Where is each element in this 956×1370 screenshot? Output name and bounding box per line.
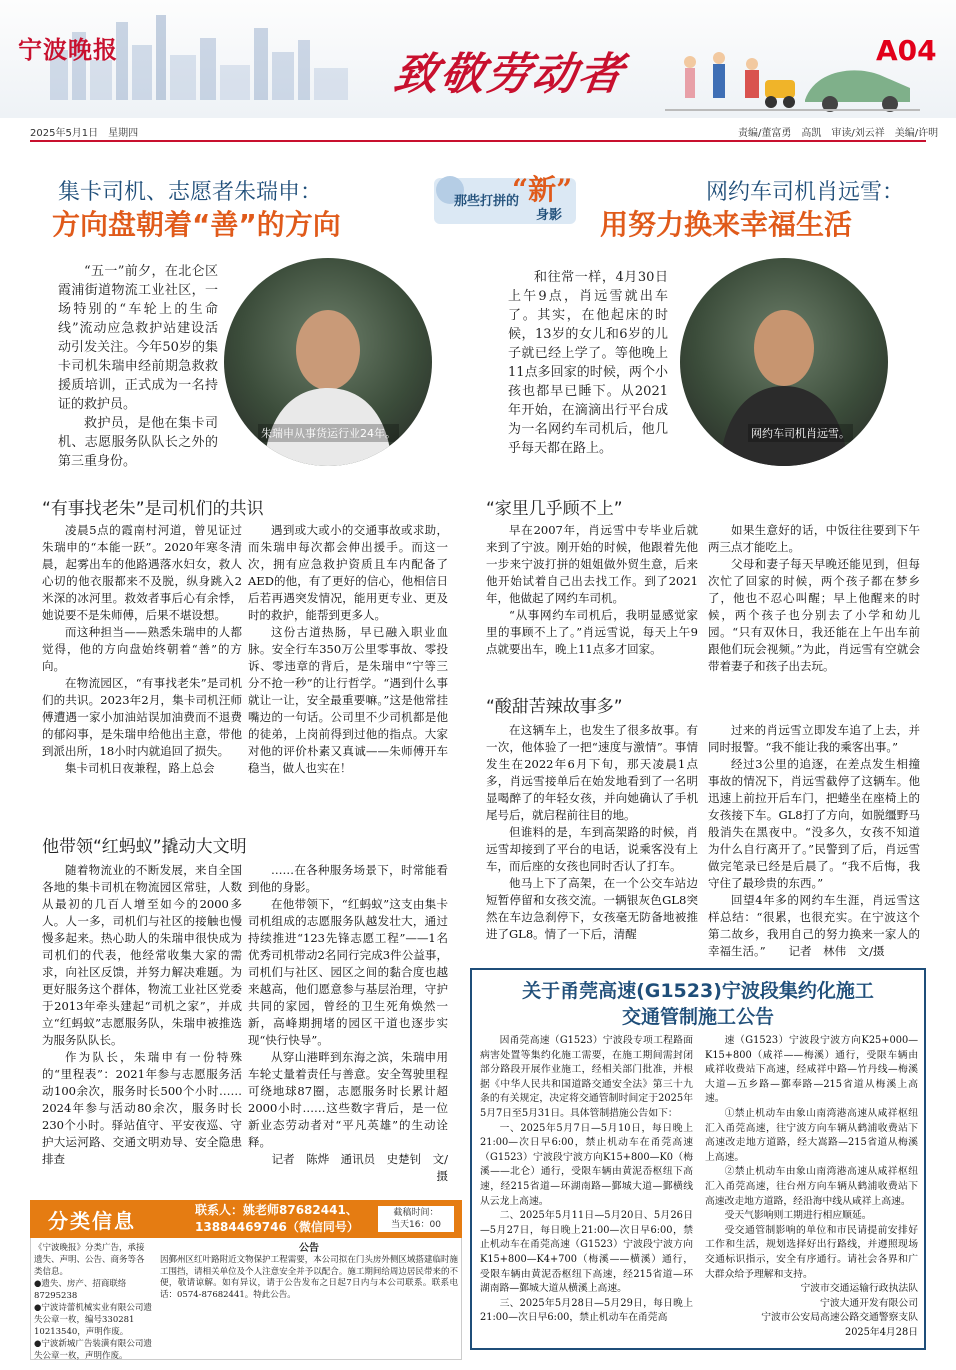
paragraph: 这份古道热肠，早已融入职业血脉。安全行车350万公里零事故、零投诉、零违章的背后，是朱瑞申“宁等三分不抢一秒”的让行哲学。“遇到什么事就让一让，安全最重要嘛。”这是他常挂嘴边的一句话。公司里不少司机都是他的徒弟，上岗前得到过他的指点。大家对他的评价朴素又真诚——朱师傅开车稳当，做人也实在！ — [248, 625, 448, 775]
classified-deadline — [378, 1206, 454, 1232]
notice-title — [482, 978, 914, 1030]
section-title: 致敬劳动者 — [390, 49, 628, 100]
paragraph: “从事网约车司机后，我明显感觉家里的事顾不上了。”肖远雪说，每天上午9点就要出车，晚上11点多才回家。 — [486, 608, 698, 656]
right-section1-col2 — [708, 522, 920, 675]
classified-title: 分类信息 — [48, 1209, 136, 1233]
classified-contact — [195, 1202, 359, 1236]
badge-line2: 身影 — [536, 208, 563, 223]
paragraph: 从穿山港畔到东海之滨，朱瑞申用车轮丈量着责任与善意。安全驾驶里程可绕地球87圈，志愿服务时长累计超2000小时……这些数字背后，是一位新业态劳动者对“平凡英雄”的生动诠释。 — [248, 1050, 448, 1149]
left-intro-p1: “五一”前夕，在北仑区霞浦街道物流工业社区，一场特别的“车轮上的生命线”流动应急救护站建设活动引发关注。今年50岁的集卡司机朱瑞申经前期急救救援质培训，正式成为一名持证的救护员。 — [58, 264, 218, 412]
paragraph: 在他带领下，“红蚂蚁”这支由集卡司机组成的志愿服务队越发壮大，通过持续推进“123先锋志愿工程”——1名优秀司机带动2名同行完成3件公益事，司机们与社区、园区之间的黏合度也越来越高，他们愿意参与基层治理，守护共同的家园，曾经的卫生死角焕然一新，高峰期拥堵的园区干道也逐步实现“快行快导”。 — [248, 897, 448, 1047]
right-section2-col1 — [486, 722, 698, 943]
classified-item: 10213540，声明作废。 — [34, 1327, 129, 1337]
paragraph: 因甬莞高速（G1523）宁波段专项工程路面病害处置等集约化施工需要，在施工期间需封闭部分路段开展作业施工，经相关部门批准，并根据《中华人民共和国道路交通安全法》第三十九条的有关规定，决定将交通管制时间定于2025年5月7日至5月31日。具体管制措施公告如下： — [480, 1035, 693, 1119]
paragraph: 二、2025年5月11日—5月20日、5月26日—5月27日，每日晚上21:00—次日早6:00，禁止机动车在甬莞高速（G1523）宁波段宁波方向K15+800—K4+700（梅溪——横溪）通行，受限车辆由黄泥岙枢纽下高速，经215省道—环湖南路—鄞城大道从横溪上高速。 — [480, 1210, 693, 1295]
paragraph: 速（G1523）宁波段宁波方向K25+000—K15+800（咸祥——梅溪）通行，受限车辆由咸祥收费站下高速，经咸祥中路—竹丹线—梅溪大道—五乡路—鄞奉路—215省道从梅溪上高速。 — [705, 1035, 918, 1105]
notice-col2 — [705, 1034, 918, 1340]
right-subhead: 网约车司机肖远雪： — [706, 180, 905, 205]
paragraph: 而这种担当——熟悉朱瑞申的人都觉得，他的方向盘始终朝着“善”的方向。 — [42, 625, 242, 673]
notice-signer: 宁波市公安局高速公路交通警察支队 — [761, 1312, 918, 1324]
left-section2-col1 — [42, 862, 242, 1168]
newspaper-logo: 宁波晚报 — [18, 35, 118, 64]
classified-right-column — [160, 1242, 458, 1301]
notice-col1 — [480, 1034, 693, 1326]
paragraph: 但谁料的是，车到高架路的时候，肖远雪却接到了平台的电话，说乘客没有上车，而后座的女孩也同时否认了打车。 — [486, 825, 698, 873]
paragraph: 回望4年多的网约车生涯，肖远雪这样总结：“很累，也很充实。在宁波这个第二故乡，我用自己的努力换来一家人的幸福生活。” 记者 林伟 文/摄 — [708, 893, 920, 958]
paragraph: 一、2025年5月7日—5月10日，每日晚上21:00—次日早6:00，禁止机动车在甬莞高速（G1523）宁波段宁波方向K15+800—K0（梅溪——北仑）通行，受限车辆由黄泥岙枢纽下高速，经215省道—环湖南路—鄞城大道—鄞横线从云龙上高速。 — [480, 1122, 693, 1207]
right-intro — [508, 268, 668, 458]
right-section2-title: “酸甜苦辣故事多” — [486, 697, 623, 717]
zhu-ruishen-photo — [224, 258, 432, 466]
paragraph: 他马上下了高架，在一个公交车站边短暂停留和女孩交流。一辆银灰色GL8突然在车边急刹停下，女孩毫无防备地被推进了GL8。情了一下后，清醒 — [486, 876, 698, 941]
classified-notice-body: 因鄞州区红叶路附近文物保护工程需要，本公司拟在门头房外侧区域搭建临时施工围挡，请相关单位及个人注意安全并予以配合。施工期间给周边居民带来的不便，敬请谅解。如有异议，请于公告发布之日起7日内与本公司联系。联系电话：0574-87682441。特此公告。 — [160, 1255, 458, 1300]
badge-line1: 那些打拼的 — [454, 194, 520, 209]
paragraph: 早在2007年，肖远雪中专毕业后就来到了宁波。刚开始的时候，他跟着先他一步来宁波打拼的姐姐做外贸生意，后来他开始试着自己出去找工作。到了2021年，他做起了网约车司机。 — [486, 523, 698, 605]
paragraph: 遇到或大或小的交通事故或求助，而朱瑞申每次都会伸出援手。而这一次，拥有应急救护资质且车内配备了AED的他，有了更好的信心，他相信日后若再遇突发情况，能用更专业、更及时的救护，能帮到更多人。 — [248, 523, 448, 622]
notice-title-line2: 交通管制施工公告 — [621, 1006, 774, 1028]
notice-signer: 宁波市交通运输行政执法队 — [800, 1283, 918, 1295]
issue-date: 2025年5月1日 星期四 — [30, 128, 139, 139]
left-section1-col2 — [248, 522, 448, 777]
left-photo-caption: 朱瑞申从事货运行业24年。 — [258, 424, 399, 442]
classified-item: 《宁波晚报》分类广告，承接遗失、声明、公告、商务等各类信息。 — [34, 1243, 145, 1277]
left-section2-title: 他带领“红蚂蚁”撬动大文明 — [42, 837, 247, 857]
badge-big: “新” — [512, 173, 573, 206]
paragraph: 受天气影响则工期进行相应顺延。 — [724, 1210, 872, 1222]
left-section1-title: “有事找老朱”是司机们的共识 — [42, 499, 264, 519]
editor-credits: 责编/董富勇 高凯 审读/刘云祥 美编/许明 — [738, 128, 939, 139]
paragraph: 集卡司机日夜兼程，路上总会 — [65, 761, 215, 775]
right-section2-col2 — [708, 722, 920, 960]
contact-line: 13884469746（微信同号） — [195, 1220, 359, 1234]
paragraph: ……在各种服务场景下，时常能看到他的身影。 — [248, 863, 448, 894]
series-badge — [430, 160, 580, 230]
right-section1-col1 — [486, 522, 698, 658]
classified-notice-heading: 公告 — [299, 1243, 319, 1254]
paragraph: 经过3公里的追逐，在差点发生相撞事故的情况下，肖远雪截停了这辆车。他迅速上前拉开后车门，把蜷坐在座椅上的女孩接下车。GL8打了方向，如脱缰野马般消失在黑夜中。“没多久，女孩不知道为什么自行离开了。”民警到了后，肖远雪做完笔录已经是后晨了。“我不后悔，我守住了最珍贵的东西。” — [708, 757, 920, 890]
left-byline: 记者 陈烨 通讯员 史楚钊 文/摄 — [271, 1152, 448, 1183]
deadline-value: 当天16：00 — [391, 1220, 441, 1230]
contact-line: 联系人：姚老师87682441、 — [195, 1203, 358, 1217]
left-intro — [58, 262, 218, 471]
paragraph: 父母和妻子每天早晚还能见到，但每次忙了回家的时候，两个孩子都在梦乡了，他也不忍心叫醒；早上他醒来的时候，两个孩子也分别去了小学和幼儿园。“只有双休日，我还能在上午出车前跟他们玩会视频。”为此，肖远雪有空就会带着妻子和孩子出去玩。 — [708, 557, 920, 673]
divider — [30, 140, 926, 142]
notice-signer: 宁波大通开发有限公司 — [820, 1297, 918, 1309]
paragraph: 凌晨5点的霞南村河道，曾见证过朱瑞申的“本能一跃”。2020年寒冬清晨，起雾出车的他路遇落水妇女，救人心切的他衣服都来不及脱，纵身跳入2米深的冰河里。救效者事后心有余悸，她说要不是朱师傅，后果不堪设想。 — [42, 523, 242, 622]
classified-item: ●宁波诗蕾机械实业有限公司遗失公章一枚，编号330281 — [34, 1303, 152, 1325]
paragraph: 在这辆车上，也发生了很多故事。有一次，他体验了一把“速度与激情”。事情发生在2022年6月下旬，那天凌晨1点多，肖远雪接单后在始发地看到了一名明显喝醉了的年轻女孩，并向她确认了手机尾号后，就启程前往目的地。 — [486, 723, 698, 822]
notice-title-line1: 关于甬莞高速(G1523)宁波段集约化施工 — [522, 980, 874, 1002]
left-section1-col1 — [42, 522, 242, 777]
left-section2-col2 — [248, 862, 448, 1185]
left-headline: 方向盘朝着“善”的方向 — [52, 208, 341, 241]
paragraph: 三、2025年5月28日—5月29日，每日晚上21:00—次日早6:00，禁止机动车在甬莞高 — [480, 1297, 693, 1324]
paragraph: 在物流园区，“有事找老朱”是司机们的共识。2023年2月，集卡司机汪师傅遭遇一家小加油站误加油费而不退费的郁闷事，是朱瑞申给他出主意，带他到派出所，18小时内就追回了损失。 — [42, 676, 242, 758]
classified-item: ●宁波新城广告装潢有限公司遗失公章一枚，声明作废。 — [34, 1339, 152, 1361]
paragraph: 受交通管制影响的单位和市民请提前安排好工作和生活，规划选择好出行路线，并遵照现场交通标识指示，安全有序通行。请社会各界和广大群众给予理解和支持。 — [705, 1224, 918, 1280]
paragraph: ②禁止机动车由象山南湾港高速从咸祥枢纽汇入甬莞高速，往台州方向车辆从鹤浦收费站下高速改走地方道路，经沿海中线从咸祥上高速。 — [705, 1166, 918, 1207]
notice-date: 2025年4月28日 — [844, 1326, 918, 1338]
right-intro-p1: 和往常一样，4月30日上午9点，肖远雪就出车了。其实，在他起床的时候，13岁的女儿和6岁的儿子就已经上学了。等他晚上11点多回家的时候，两个小孩也都早已睡下。从2021年开始，在滴滴出行平台成为一名网约车司机后，他几乎每天都在路上。 — [508, 270, 668, 456]
right-headline: 用努力换来幸福生活 — [600, 208, 853, 241]
paragraph: 如果生意好的话，中饭往往要到下午两三点才能吃上。 — [708, 523, 920, 554]
classified-left-column — [34, 1242, 152, 1362]
deadline-label: 截稿时间： — [393, 1208, 439, 1218]
right-section1-title: “家里几乎顾不上” — [486, 499, 623, 519]
page-number: A04 — [876, 34, 937, 67]
paragraph: ①禁止机动车由象山南湾港高速从咸祥枢纽汇入甬莞高速，往宁波方向车辆从鹤浦收费站下高速改走地方道路，经大嵩路—215省道从梅溪上高速。 — [705, 1107, 918, 1163]
left-subhead: 集卡司机、志愿者朱瑞申： — [58, 180, 323, 205]
right-photo-caption: 网约车司机肖远雪。 — [748, 424, 853, 442]
masthead — [0, 0, 956, 118]
left-intro-p2: 救护员，是他在集卡司机、志愿服务队队长之外的第三重身份。 — [58, 416, 218, 469]
xiao-yuanxue-photo — [680, 258, 888, 466]
paragraph: 过来的肖远雪立即发车追了上去，并同时报警。“我不能让我的乘客出事。” — [708, 723, 920, 754]
paragraph: 随着物流业的不断发展，来自全国各地的集卡司机在物流园区常驻，人数从最初的几百人增至如今的2000多人。人一多，司机们与社区的接触也慢慢多起来。热心助人的朱瑞申很快成为司机们的代表，他经常收集大家的需求，向社区反馈，并努力解决难题。为更好服务这个群体，物流工业社区党委于2013年牵头建起“司机之家”，并成立“红蚂蚁”志愿服务队，朱瑞申被推选为服务队队长。 — [42, 863, 242, 1047]
paragraph: 作为队长，朱瑞申有一份特殊的“里程表”：2021年参与志愿服务活动100余次，服务时长500个小时……2024年参与活动80余次，服务时长230个小时。驿站值守、平安夜巡、守护大运河路、交通文明劝导、安全隐患排查 — [42, 1050, 242, 1166]
classified-item: ●遗失、房产、招商联络87295238 — [34, 1279, 127, 1301]
